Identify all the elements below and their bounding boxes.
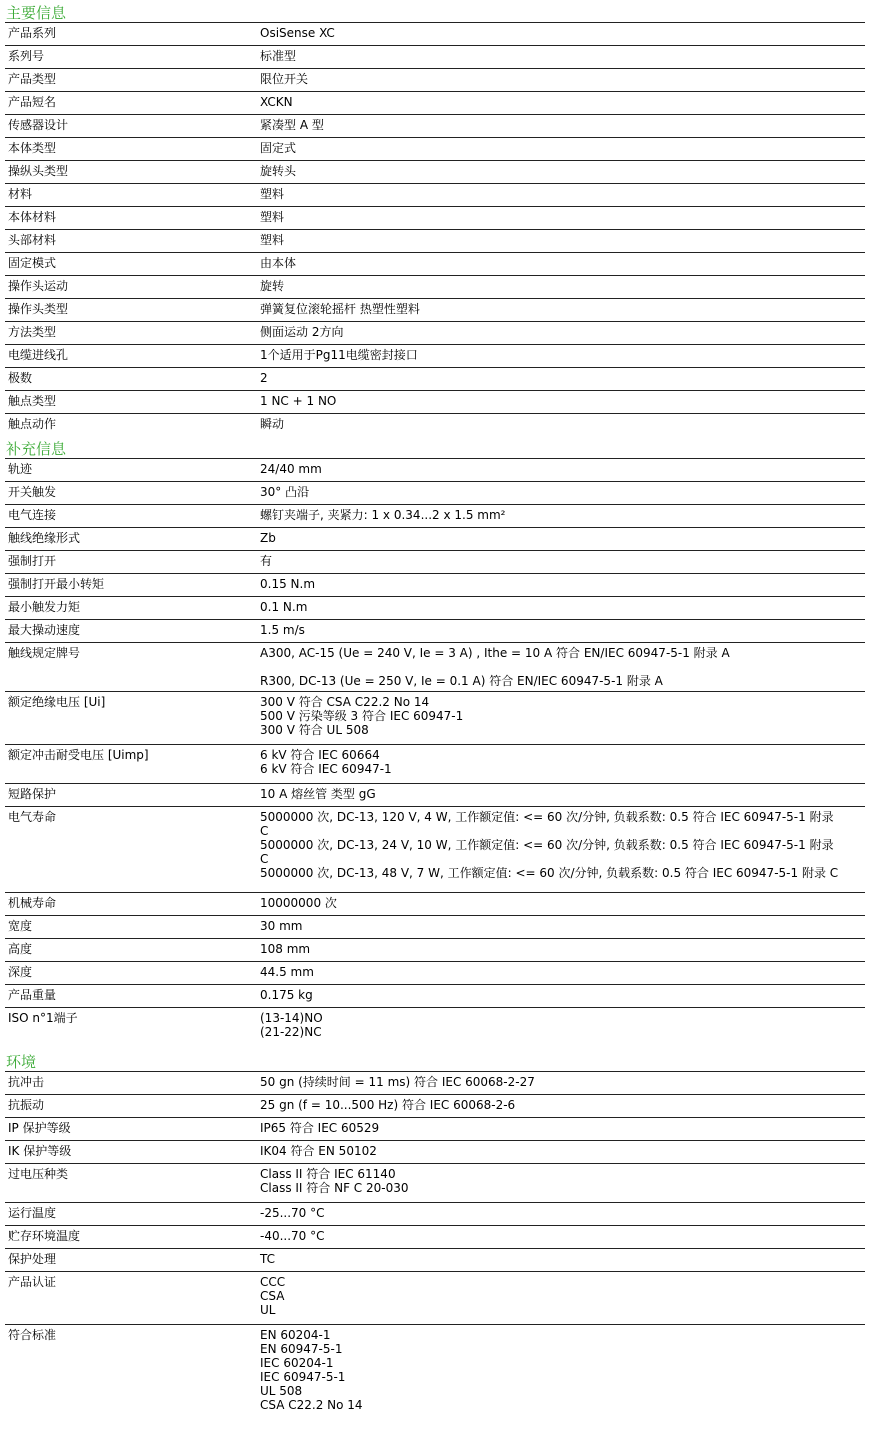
spec-label: 机械寿命 bbox=[8, 896, 57, 910]
spec-row bbox=[5, 1007, 865, 1049]
spec-value-line: -40...70 °C bbox=[260, 1229, 325, 1243]
spec-value-line: 6 kV 符合 IEC 60947-1 bbox=[260, 762, 392, 776]
spec-row bbox=[5, 1163, 865, 1202]
spec-value-line: 有 bbox=[260, 554, 273, 568]
spec-value-line: 塑料 bbox=[260, 210, 285, 224]
spec-row bbox=[5, 91, 865, 114]
spec-row bbox=[5, 642, 865, 691]
spec-value-line: 塑料 bbox=[260, 187, 285, 201]
spec-label: 触线规定牌号 bbox=[8, 646, 81, 660]
spec-value-line: 旋转头 bbox=[260, 164, 297, 178]
spec-row bbox=[5, 938, 865, 961]
spec-row bbox=[5, 206, 865, 229]
spec-value bbox=[257, 620, 865, 642]
spec-value bbox=[257, 459, 865, 481]
spec-label: 传感器设计 bbox=[8, 118, 69, 132]
spec-label: 高度 bbox=[8, 942, 33, 956]
spec-value-line: 限位开关 bbox=[260, 72, 309, 86]
spec-label: 电缆进线孔 bbox=[8, 348, 69, 362]
spec-value-line: CCC bbox=[260, 1275, 286, 1289]
spec-value-line: 固定式 bbox=[260, 141, 297, 155]
spec-value-line: 由本体 bbox=[260, 256, 297, 270]
spec-value bbox=[257, 597, 865, 619]
spec-row bbox=[5, 1071, 865, 1094]
spec-value-line: 300 V 符合 UL 508 bbox=[260, 723, 369, 737]
spec-label: 强制打开最小转矩 bbox=[8, 577, 105, 591]
spec-row bbox=[5, 1117, 865, 1140]
spec-label: 额定冲击耐受电压 [Uimp] bbox=[8, 748, 149, 762]
section-title: 主要信息 bbox=[6, 4, 67, 22]
spec-value bbox=[257, 1249, 865, 1271]
spec-label: 方法类型 bbox=[8, 325, 57, 339]
spec-label: 材料 bbox=[8, 187, 33, 201]
spec-label: IK 保护等级 bbox=[8, 1144, 72, 1158]
spec-value-line: UL bbox=[260, 1303, 276, 1317]
spec-value bbox=[257, 299, 865, 321]
spec-value-line: 300 V 符合 CSA C22.2 No 14 bbox=[260, 695, 430, 709]
spec-row bbox=[5, 619, 865, 642]
spec-value bbox=[257, 1226, 865, 1248]
spec-label: 额定绝缘电压 [Ui] bbox=[8, 695, 106, 709]
spec-row bbox=[5, 183, 865, 206]
spec-label: 抗冲击 bbox=[8, 1075, 45, 1089]
spec-row bbox=[5, 367, 865, 390]
spec-value bbox=[257, 391, 865, 413]
spec-label: IP 保护等级 bbox=[8, 1121, 71, 1135]
spec-value bbox=[257, 253, 865, 275]
spec-row bbox=[5, 573, 865, 596]
spec-label: 固定模式 bbox=[8, 256, 57, 270]
spec-value bbox=[257, 916, 865, 938]
spec-label: 抗振动 bbox=[8, 1098, 45, 1112]
spec-value bbox=[257, 345, 865, 367]
spec-row bbox=[5, 1248, 865, 1271]
spec-label: 最大操动速度 bbox=[8, 623, 81, 637]
spec-value bbox=[257, 322, 865, 344]
spec-value bbox=[257, 138, 865, 160]
spec-value-line: EN 60947-5-1 bbox=[260, 1342, 343, 1356]
spec-value bbox=[257, 207, 865, 229]
spec-row bbox=[5, 892, 865, 915]
spec-row bbox=[5, 691, 865, 744]
spec-label: 操作头运动 bbox=[8, 279, 69, 293]
spec-label: 头部材料 bbox=[8, 233, 57, 247]
spec-value bbox=[257, 784, 865, 806]
spec-label: 深度 bbox=[8, 965, 33, 979]
spec-label: 触点动作 bbox=[8, 417, 57, 431]
spec-value bbox=[257, 1141, 865, 1163]
spec-value-line: 1个适用于Pg11电缆密封接口 bbox=[260, 348, 418, 362]
spec-value-line: 旋转 bbox=[260, 279, 285, 293]
spec-row bbox=[5, 1202, 865, 1225]
spec-label: 保护处理 bbox=[8, 1252, 57, 1266]
spec-value bbox=[257, 745, 865, 783]
section-title: 环境 bbox=[6, 1053, 37, 1071]
spec-value-line: IEC 60204-1 bbox=[260, 1356, 334, 1370]
spec-label: 电气寿命 bbox=[8, 810, 57, 824]
spec-row bbox=[5, 783, 865, 806]
spec-row bbox=[5, 22, 865, 45]
spec-value-line: UL 508 bbox=[260, 1384, 303, 1398]
spec-value bbox=[257, 985, 865, 1007]
spec-row bbox=[5, 1140, 865, 1163]
spec-value-line: Class II 符合 NF C 20-030 bbox=[260, 1181, 409, 1195]
spec-row bbox=[5, 137, 865, 160]
spec-row bbox=[5, 504, 865, 527]
spec-value-line: (21-22)NC bbox=[260, 1025, 322, 1039]
spec-value bbox=[257, 23, 865, 45]
spec-value bbox=[257, 46, 865, 68]
spec-value-line: IK04 符合 EN 50102 bbox=[260, 1144, 377, 1158]
spec-value-line bbox=[260, 660, 865, 674]
spec-row bbox=[5, 961, 865, 984]
spec-value-line: 5000000 次, DC-13, 24 V, 10 W, 工作额定值: <= 60 次/分钟, 负载系数: 0.5 符合 IEC 60947-5-1 附录 bbox=[260, 838, 834, 852]
spec-value-line: EN 60204-1 bbox=[260, 1328, 331, 1342]
spec-label: 产品类型 bbox=[8, 72, 57, 86]
spec-value-line: R300, DC-13 (Ue = 250 V, Ie = 0.1 A) 符合 EN/IEC 60947-5-1 附录 A bbox=[260, 674, 663, 688]
spec-value-line: 塑料 bbox=[260, 233, 285, 247]
spec-value bbox=[257, 551, 865, 573]
spec-value-line: 30° 凸沿 bbox=[260, 485, 310, 499]
spec-label: 符合标准 bbox=[8, 1328, 57, 1342]
spec-value-line: 5000000 次, DC-13, 120 V, 4 W, 工作额定值: <= 60 次/分钟, 负载系数: 0.5 符合 IEC 60947-5-1 附录 bbox=[260, 810, 834, 824]
spec-value-line: XCKN bbox=[260, 95, 293, 109]
spec-value bbox=[257, 1118, 865, 1140]
spec-value-line: 瞬动 bbox=[260, 417, 285, 431]
spec-row bbox=[5, 413, 865, 436]
spec-value-line: TC bbox=[260, 1252, 276, 1266]
spec-label: 本体类型 bbox=[8, 141, 57, 155]
spec-value-line: 50 gn (持续时间 = 11 ms) 符合 IEC 60068-2-27 bbox=[260, 1075, 535, 1089]
spec-row bbox=[5, 344, 865, 367]
spec-value-line: 侧面运动 2方向 bbox=[260, 325, 344, 339]
spec-value-line: CSA C22.2 No 14 bbox=[260, 1398, 363, 1412]
spec-row bbox=[5, 1271, 865, 1324]
spec-label: 电气连接 bbox=[8, 508, 57, 522]
spec-label: 产品系列 bbox=[8, 26, 57, 40]
spec-value-line: 30 mm bbox=[260, 919, 303, 933]
spec-value-line: 螺钉夹端子, 夹紧力: 1 x 0.34...2 x 1.5 mm² bbox=[260, 508, 506, 522]
spec-row bbox=[5, 298, 865, 321]
spec-value bbox=[257, 482, 865, 504]
spec-row bbox=[5, 1225, 865, 1248]
spec-value-line: 500 V 污染等级 3 符合 IEC 60947-1 bbox=[260, 709, 464, 723]
spec-value-line: C bbox=[260, 852, 269, 866]
spec-value bbox=[257, 69, 865, 91]
spec-value bbox=[257, 368, 865, 390]
spec-value bbox=[257, 1008, 865, 1049]
spec-row bbox=[5, 275, 865, 298]
spec-value-line: 紧凑型 A 型 bbox=[260, 118, 324, 132]
spec-row bbox=[5, 45, 865, 68]
spec-value-line: OsiSense XC bbox=[260, 26, 335, 40]
spec-value-line: 25 gn (f = 10...500 Hz) 符合 IEC 60068-2-6 bbox=[260, 1098, 516, 1112]
spec-row bbox=[5, 481, 865, 504]
spec-value-line: 标准型 bbox=[260, 49, 297, 63]
spec-row bbox=[5, 596, 865, 619]
spec-label: 产品认证 bbox=[8, 1275, 57, 1289]
spec-value bbox=[257, 1164, 865, 1202]
spec-value-line: 24/40 mm bbox=[260, 462, 322, 476]
spec-label: 过电压种类 bbox=[8, 1167, 69, 1181]
spec-value-line: 6 kV 符合 IEC 60664 bbox=[260, 748, 380, 762]
spec-value bbox=[257, 414, 865, 436]
spec-row bbox=[5, 252, 865, 275]
spec-value-line: IP65 符合 IEC 60529 bbox=[260, 1121, 380, 1135]
spec-value bbox=[257, 1095, 865, 1117]
spec-row bbox=[5, 68, 865, 91]
spec-label: 系列号 bbox=[8, 49, 45, 63]
spec-value-line: Class II 符合 IEC 61140 bbox=[260, 1167, 396, 1181]
spec-value bbox=[257, 939, 865, 961]
spec-label: 操作头类型 bbox=[8, 302, 69, 316]
spec-label: 产品重量 bbox=[8, 988, 57, 1002]
spec-value-line: (13-14)NO bbox=[260, 1011, 323, 1025]
spec-value-line: A300, AC-15 (Ue = 240 V, Ie = 3 A) , Ithe = 10 A 符合 EN/IEC 60947-5-1 附录 A bbox=[260, 646, 730, 660]
spec-value bbox=[257, 962, 865, 984]
spec-row bbox=[5, 229, 865, 252]
spec-value-line: Zb bbox=[260, 531, 276, 545]
spec-row bbox=[5, 321, 865, 344]
spec-row bbox=[5, 806, 865, 892]
spec-row bbox=[5, 1094, 865, 1117]
spec-value bbox=[257, 230, 865, 252]
spec-label: 本体材料 bbox=[8, 210, 57, 224]
spec-label: 最小触发力矩 bbox=[8, 600, 81, 614]
spec-label: 触点类型 bbox=[8, 394, 57, 408]
spec-value-line: IEC 60947-5-1 bbox=[260, 1370, 346, 1384]
spec-value bbox=[257, 574, 865, 596]
spec-value bbox=[257, 505, 865, 527]
spec-value-line: 弹簧复位滚轮摇杆 热塑性塑料 bbox=[260, 302, 420, 316]
spec-value-line: CSA bbox=[260, 1289, 285, 1303]
spec-value-line: 5000000 次, DC-13, 48 V, 7 W, 工作额定值: <= 60 次/分钟, 负载系数: 0.5 符合 IEC 60947-5-1 附录 C bbox=[260, 866, 839, 880]
spec-label: 短路保护 bbox=[8, 787, 57, 801]
spec-value bbox=[257, 1272, 865, 1324]
spec-value-line: 108 mm bbox=[260, 942, 311, 956]
spec-value-line: 10000000 次 bbox=[260, 896, 337, 910]
spec-value-line: 10 A 熔丝管 类型 gG bbox=[260, 787, 376, 801]
spec-value-line: 1 NC + 1 NO bbox=[260, 394, 337, 408]
spec-row bbox=[5, 114, 865, 137]
spec-row bbox=[5, 915, 865, 938]
spec-value-line: -25...70 °C bbox=[260, 1206, 325, 1220]
section-title: 补充信息 bbox=[6, 440, 67, 458]
spec-value bbox=[257, 893, 865, 915]
spec-value bbox=[257, 184, 865, 206]
spec-row bbox=[5, 744, 865, 783]
spec-value-line: C bbox=[260, 824, 269, 838]
spec-row bbox=[5, 458, 865, 481]
spec-label: 运行温度 bbox=[8, 1206, 57, 1220]
spec-label: 贮存环境温度 bbox=[8, 1229, 81, 1243]
spec-value-line: 0.15 N.m bbox=[260, 577, 316, 591]
spec-row bbox=[5, 390, 865, 413]
spec-label: 触线绝缘形式 bbox=[8, 531, 81, 545]
spec-value-line: 1.5 m/s bbox=[260, 623, 305, 637]
spec-value bbox=[257, 161, 865, 183]
spec-value bbox=[257, 692, 865, 744]
spec-row bbox=[5, 527, 865, 550]
spec-label: ISO n°1端子 bbox=[8, 1011, 78, 1025]
spec-label: 轨迹 bbox=[8, 462, 33, 476]
spec-row bbox=[5, 160, 865, 183]
spec-label: 强制打开 bbox=[8, 554, 57, 568]
spec-value bbox=[257, 807, 865, 892]
spec-value bbox=[257, 528, 865, 550]
spec-row bbox=[5, 1324, 865, 1424]
spec-label: 极数 bbox=[8, 371, 33, 385]
spec-row bbox=[5, 550, 865, 573]
spec-value bbox=[257, 115, 865, 137]
spec-value bbox=[257, 643, 865, 691]
spec-value-line: 44.5 mm bbox=[260, 965, 314, 979]
spec-value bbox=[257, 92, 865, 114]
spec-value bbox=[257, 1325, 865, 1424]
spec-label: 产品短名 bbox=[8, 95, 57, 109]
spec-value-line: 0.1 N.m bbox=[260, 600, 308, 614]
spec-value-line: 2 bbox=[260, 371, 268, 385]
spec-value bbox=[257, 1072, 865, 1094]
spec-label: 宽度 bbox=[8, 919, 33, 933]
spec-row bbox=[5, 984, 865, 1007]
spec-value-line: 0.175 kg bbox=[260, 988, 313, 1002]
spec-label: 开关触发 bbox=[8, 485, 57, 499]
spec-label: 操纵头类型 bbox=[8, 164, 69, 178]
spec-value bbox=[257, 1203, 865, 1225]
spec-value bbox=[257, 276, 865, 298]
